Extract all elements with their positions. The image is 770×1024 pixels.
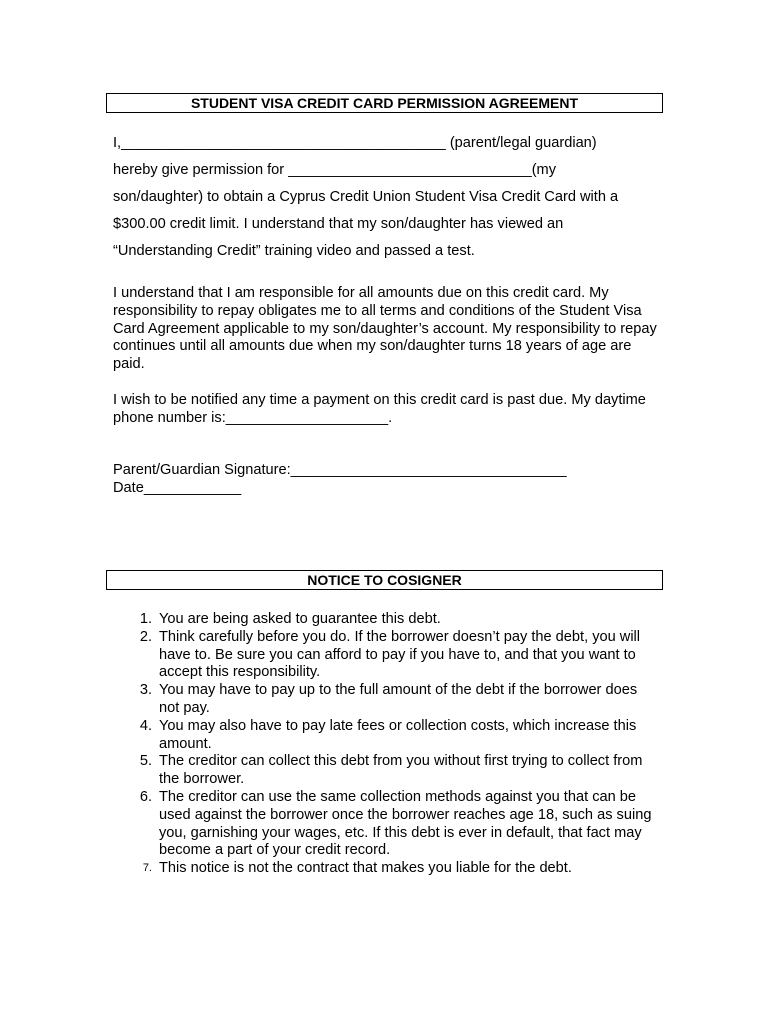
permission-for-line: hereby give permission for ______________________________(my xyxy=(113,162,557,178)
credit-limit-line: $300.00 credit limit. I understand that my son/daughter has viewed an xyxy=(113,216,564,232)
permission-statement xyxy=(113,130,663,265)
notification-paragraph: I wish to be notified any time a payment on this credit card is past due. My daytime phone number is:____________________. xyxy=(113,392,646,426)
responsibility-paragraph: I understand that I am responsible for all amounts due on this credit card. My responsibility to repay obligates me to all terms and conditions of the Student Visa Card Agreement applicable to my son/daughter’s account. My responsibility to repay continues until all amounts due when my son/daughter turns 18 years of age are paid. xyxy=(113,285,657,373)
list-item: 1. You are being asked to guarantee this debt. xyxy=(139,611,441,627)
list-item: 4. You may also have to pay late fees or collection costs, which increase this amount. xyxy=(139,717,637,752)
permission-text-line: son/daughter) to obtain a Cyprus Credit Union Student Visa Credit Card with a xyxy=(113,189,619,205)
guardian-name-line: I,________________________________________ (parent/legal guardian) xyxy=(113,135,597,151)
agreement-title: STUDENT VISA CREDIT CARD PERMISSION AGREEMENT xyxy=(106,93,663,113)
notice-list xyxy=(113,611,661,878)
notice-title: NOTICE TO COSIGNER xyxy=(106,570,663,590)
list-item: 7. This notice is not the contract that makes you liable for the debt. xyxy=(142,860,572,877)
list-item: 2. Think carefully before you do. If the borrower doesn’t pay the debt, you will have to. Be sure you can afford to pay if you have to, and that you want to accept this responsibility. xyxy=(139,628,641,681)
signature-block xyxy=(113,462,663,498)
list-item: 3. You may have to pay up to the full amount of the debt if the borrower does not pay. xyxy=(139,682,638,716)
training-video-line: “Understanding Credit” training video and passed a test. xyxy=(113,243,475,259)
signature-line: Parent/Guardian Signature:__________________________________ xyxy=(113,462,567,478)
date-line: Date____________ xyxy=(113,479,242,496)
list-item: 6. The creditor can use the same collection methods against you that can be used against the borrower once the borrower reaches age 18, such as suing you, garnishing your wages, etc. If this debt is ever in default, that fact may become a part of your credit record. xyxy=(139,788,652,859)
list-item: 5. The creditor can collect this debt from you without first trying to collect from the borrower. xyxy=(139,753,643,788)
